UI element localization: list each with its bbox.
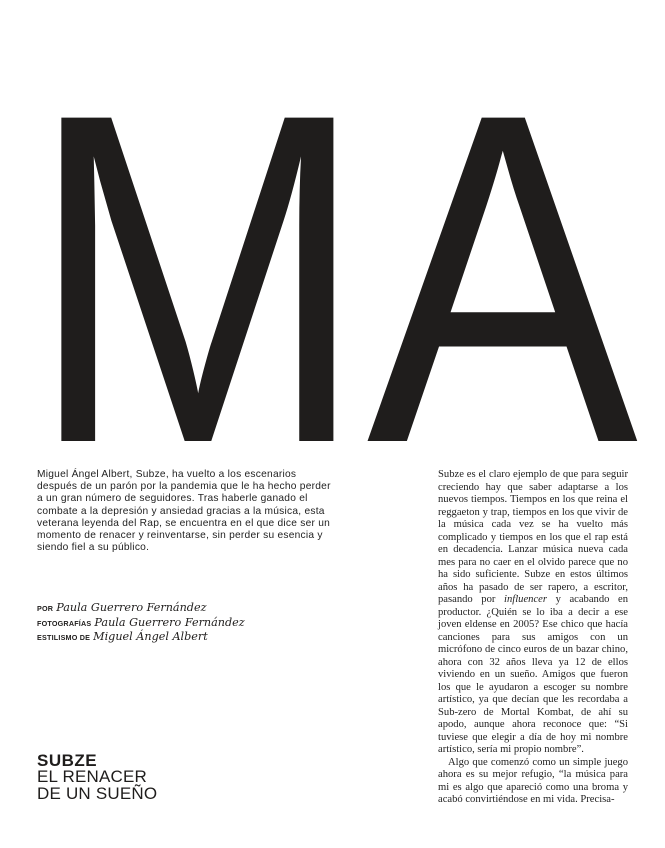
body-text: y acabando en productor. ¿Quién se lo iba a decir a ese joven eldense en 2005? Ese chico que hacía canciones para sus amigos con un micrófono de cinco euros de un bazar chino, ahora con 32 años lleva ya 12 de ellos viviendo en un sueño. Amigos que fueron los que le ayudaron a escoger su nombre artístico, ya que decían que les recordaba a Sub-zero de Mortal Kombat, de ahí su apodo, aunque ahora reconoce que: “Si tuviese que elegir a día de hoy mi nombre artístico, sería mi propio nombre”. (438, 594, 629, 755)
credit-styling (37, 630, 337, 645)
credit-name: Miguel Ángel Albert (93, 630, 208, 644)
body-paragraph-2: Algo que comenzó como un simple juego ahora es su mejor refugio, “la música para mi es algo que apareció como una broma y acabó convirtiéndose en mi vida. Precisa- (438, 756, 628, 805)
article-title (37, 752, 237, 802)
headline-letters (28, 68, 648, 448)
credit-author (37, 601, 337, 616)
body-emphasis: influencer (504, 594, 547, 605)
intro-paragraph: Miguel Ángel Albert, Subze, ha vuelto a los escenarios después de un parón por la pandemia que le ha hecho perder a un gran número de seguidores. Tras haberle ganado el combate a la depresión y ansiedad gracias a la música, esta veterana leyenda del Rap, se encuentra en el que dice ser un momento de renacer y reinventarse, sin perder su esencia y siendo fiel a su público. (37, 469, 331, 554)
credit-photography (37, 616, 337, 631)
title-subtitle-line-1: EL RENACER (37, 767, 148, 786)
headline-text: MA (28, 68, 640, 448)
title-subtitle-line-2: DE UN SUEÑO (37, 783, 158, 803)
credit-name: Paula Guerrero Fernández (94, 615, 245, 629)
body-text: Subze es el claro ejemplo de que para seguir creciendo hay que saber adaptarse a los nuevos tiempos. Tiempos en los que reina el reggaeton y trap, tiempos en los que vivir de la música cada vez se ha vuelto más complicado y tiempos en los que el rap está en decadencia. Lanzar música nueva cada mes para no caer en el olvido parece que no ha sido suficiente. Subze en estos últimos años ha pasado de ser rapero, a escritor, pasando por (438, 469, 628, 605)
credit-label: FOTOGRAFÍAS (37, 618, 92, 628)
credit-label: ESTILISMO DE (37, 633, 91, 643)
body-column (438, 469, 628, 807)
title-main: SUBZE (37, 751, 98, 770)
credit-label: POR (37, 604, 54, 613)
headline-svg (28, 68, 648, 448)
credit-name: Paula Guerrero Fernández (56, 601, 207, 614)
credits-block (37, 601, 337, 645)
body-paragraph-1 (438, 469, 628, 757)
